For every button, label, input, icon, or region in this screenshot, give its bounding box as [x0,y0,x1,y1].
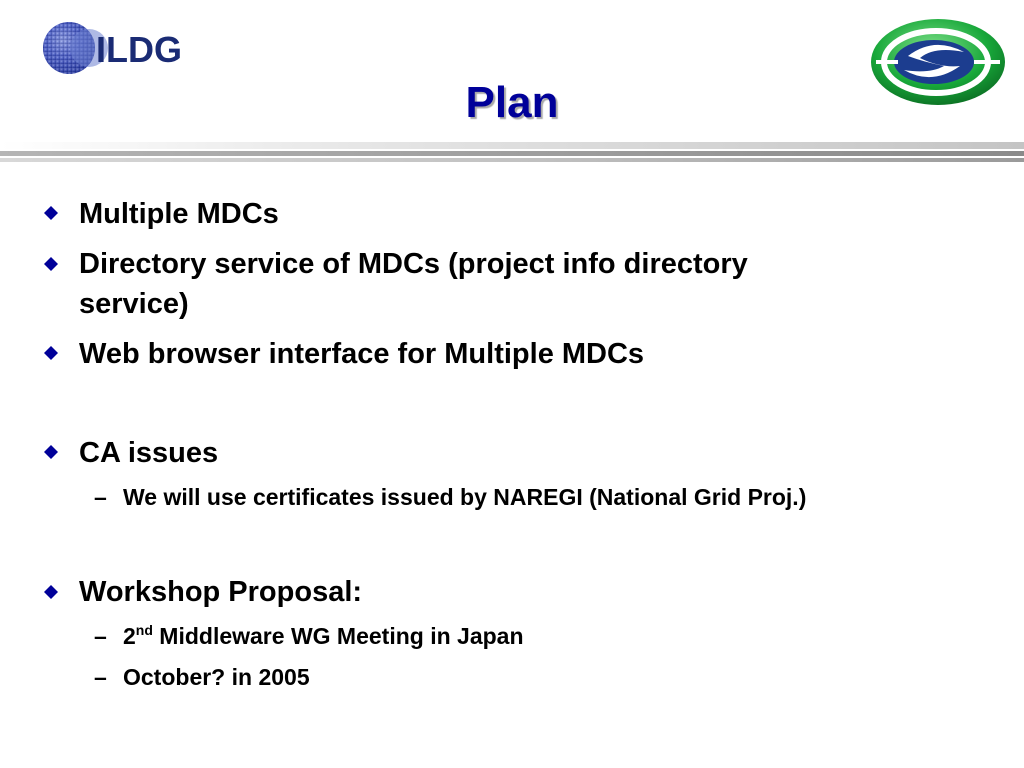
bullet-text-continuation: service) [79,288,189,320]
diamond-bullet-icon [44,206,58,220]
superscript: nd [135,622,153,638]
bullet-text: CA issues [79,437,219,469]
bullet-text: Directory service of MDCs (project info directory [79,248,748,280]
bullet-text: Workshop Proposal: [79,576,363,608]
dash-bullet: – [94,664,107,690]
diamond-bullet-icon [44,346,58,360]
sub-bullet-text: 2nd Middleware WG Meeting in Japan [123,622,524,649]
diamond-bullet-icon [44,585,58,599]
sub-bullet-text: We will use certificates issued by NAREGI (National Grid Proj.) [123,484,807,510]
slide-title: Plan [465,78,559,127]
bullet-text: Web browser interface for Multiple MDCs [79,338,645,370]
dash-bullet: – [94,484,107,510]
bullet-text: Multiple MDCs [79,198,279,230]
diamond-bullet-icon [44,445,58,459]
diamond-bullet-icon [44,257,58,271]
ildg-logo-text: ILDG [96,29,182,70]
sub-bullet-text: October? in 2005 [123,664,310,690]
dash-bullet: – [94,623,107,649]
